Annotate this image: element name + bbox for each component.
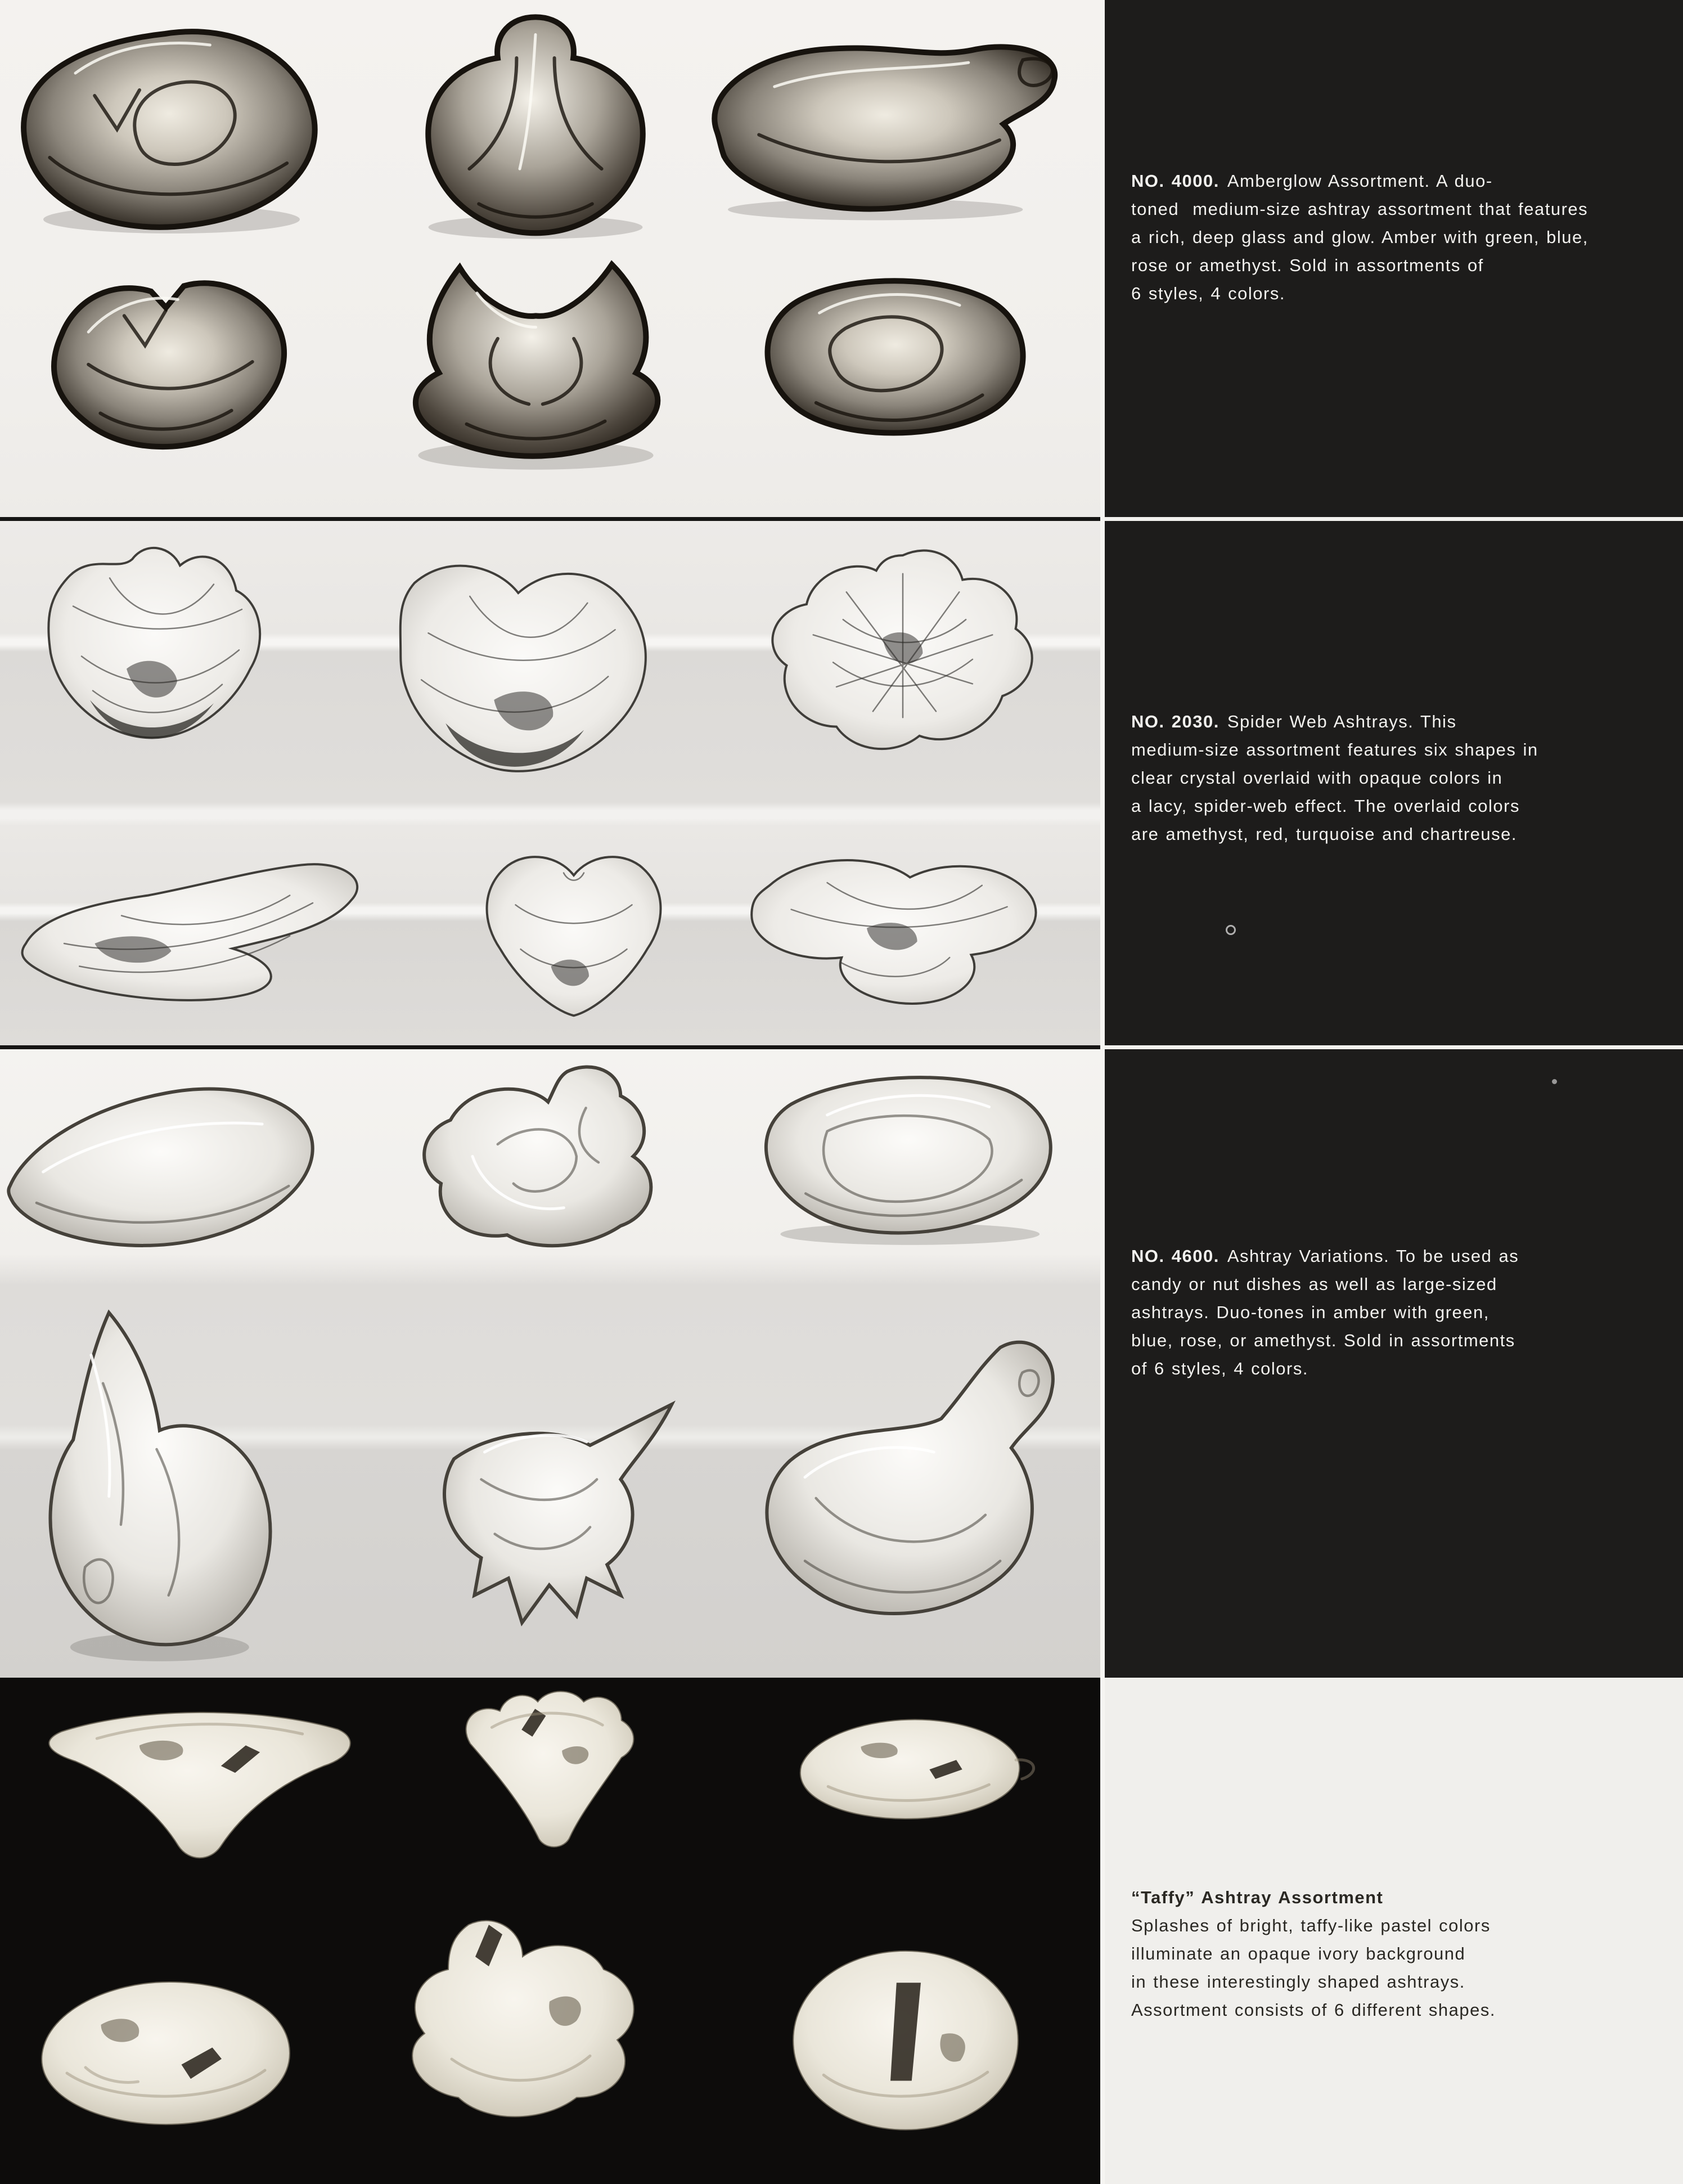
description-line: blue, rose, or amethyst. Sold in assortments <box>1131 1331 1515 1350</box>
ashtray-photo <box>737 534 1069 779</box>
product-description <box>1131 1884 1496 2024</box>
section-taffy <box>0 1678 1683 2184</box>
product-number: NO. 2030. <box>1131 712 1220 731</box>
product-number: NO. 4600. <box>1131 1246 1220 1266</box>
ashtray-photo <box>723 829 1083 1043</box>
ashtray-photo <box>754 1931 1058 2161</box>
ashtray-photo <box>7 832 389 1035</box>
ashtray-photo <box>17 531 298 781</box>
page-gutter <box>1100 0 1105 517</box>
ashtray-photo <box>11 17 332 242</box>
description-line: candy or nut dishes as well as large-sized <box>1131 1274 1497 1294</box>
product-description <box>1131 708 1538 848</box>
ashtray-photo <box>723 1055 1083 1272</box>
ashtray-photo <box>22 1697 377 1880</box>
description-line: Splashes of bright, taffy-like pastel colors <box>1131 1916 1491 1935</box>
text-panel-variations <box>1105 1045 1683 1678</box>
ashtray-photo <box>357 1906 695 2161</box>
page-gutter <box>1100 1678 1105 2184</box>
ashtray-photo <box>382 1394 723 1667</box>
product-description <box>1131 1242 1519 1383</box>
text-panel-amberglow <box>1105 0 1683 517</box>
ashtray-photo <box>689 23 1077 236</box>
text-panel-taffy <box>1105 1678 1683 2184</box>
page-gutter <box>1100 517 1105 1045</box>
dust-speck <box>1552 1079 1557 1084</box>
photo-area-variations <box>0 1045 1100 1678</box>
description-text: Ashtray Variations. To be used as <box>1227 1246 1519 1266</box>
text-panel-spider-web <box>1105 517 1683 1045</box>
photo-area-amberglow <box>0 0 1100 517</box>
product-number: NO. 4000. <box>1131 171 1220 191</box>
section-no-2030 <box>0 517 1683 1045</box>
ashtray-photo <box>17 262 315 478</box>
description-line: a lacy, spider-web effect. The overlaid colors <box>1131 796 1520 816</box>
ashtray-photo <box>731 262 1058 467</box>
description-line: Assortment consists of 6 different shapes. <box>1131 2000 1496 2020</box>
ashtray-photo <box>363 253 709 481</box>
ashtray-photo <box>22 1298 321 1675</box>
ashtray-photo <box>757 1703 1055 1855</box>
description-line: clear crystal overlaid with opaque colors in <box>1131 768 1503 788</box>
description-line: toned medium-size ashtray assortment that features <box>1131 199 1588 219</box>
description-line: rose or amethyst. Sold in assortments of <box>1131 255 1484 275</box>
product-description <box>1131 167 1588 308</box>
description-line: of 6 styles, 4 colors. <box>1131 1359 1308 1378</box>
description-line: 6 styles, 4 colors. <box>1131 284 1285 303</box>
section-no-4600 <box>0 1045 1683 1678</box>
description-text: Amberglow Assortment. A duo- <box>1227 171 1493 191</box>
ashtray-photo <box>0 1059 332 1284</box>
description-line: are amethyst, red, turquoise and chartreuse. <box>1131 824 1517 844</box>
description-line <box>1131 167 1588 195</box>
ashtray-photo <box>416 1683 686 1869</box>
description-line <box>1131 1242 1519 1270</box>
ashtray-photo <box>394 1057 709 1298</box>
description-line <box>1131 708 1538 736</box>
product-title: “Taffy” Ashtray Assortment <box>1131 1888 1384 1907</box>
description-line: ashtrays. Duo-tones in amber with green, <box>1131 1302 1490 1322</box>
page-gutter <box>1100 1045 1105 1678</box>
dust-speck <box>1226 925 1236 935</box>
ashtray-photo <box>11 1939 321 2167</box>
photo-area-taffy <box>0 1678 1100 2184</box>
photo-area-spider-web <box>0 517 1100 1045</box>
ashtray-photo <box>349 540 695 807</box>
description-line: medium-size assortment features six shapes in <box>1131 740 1538 760</box>
description-line: a rich, deep glass and glow. Amber with green, blue, <box>1131 227 1588 247</box>
description-text: Spider Web Ashtrays. This <box>1227 712 1457 731</box>
ashtray-photo <box>731 1327 1100 1661</box>
section-no-4000 <box>0 0 1683 517</box>
ashtray-photo <box>378 11 693 245</box>
ashtray-photo <box>447 843 700 1040</box>
description-line: illuminate an opaque ivory background <box>1131 1944 1466 1963</box>
description-line: in these interestingly shaped ashtrays. <box>1131 1972 1465 1992</box>
